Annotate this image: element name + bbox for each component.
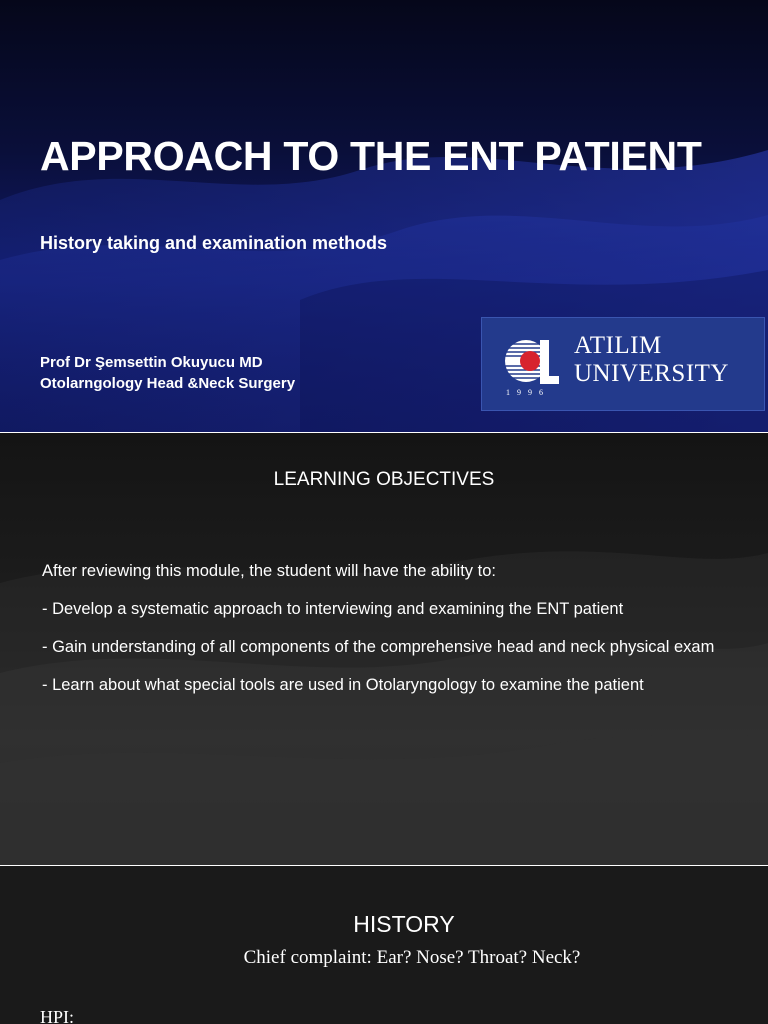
presentation-title: APPROACH TO THE ENT PATIENT bbox=[40, 133, 702, 179]
author-department: Otolarngology Head &Neck Surgery bbox=[40, 375, 296, 392]
objective-item: - Gain understanding of all components of the comprehensive head and neck physical exam bbox=[42, 638, 715, 656]
objective-item: - Learn about what special tools are used in Otolaryngology to examine the patient bbox=[42, 676, 644, 694]
chief-complaint: Chief complaint: Ear? Nose? Throat? Neck? bbox=[243, 947, 581, 968]
slide-heading: LEARNING OBJECTIVES bbox=[273, 469, 495, 490]
author-block bbox=[40, 352, 295, 394]
university-name-line-1: ATILIM bbox=[574, 332, 662, 359]
author-name: Prof Dr Şemsettin Okuyucu MD bbox=[40, 354, 263, 371]
history-slide bbox=[0, 866, 768, 1024]
slide-heading: HISTORY bbox=[353, 911, 455, 937]
hpi-label: HPI: bbox=[40, 1007, 75, 1024]
university-name-line-2: UNIVERSITY bbox=[574, 360, 729, 387]
founding-year: 1996 bbox=[506, 388, 550, 397]
university-name bbox=[574, 332, 729, 388]
objectives-body bbox=[42, 561, 722, 713]
objectives-intro: After reviewing this module, the student will have the ability to: bbox=[42, 562, 496, 580]
objective-item: - Develop a systematic approach to interviewing and examining the ENT patient bbox=[42, 600, 624, 618]
title-slide bbox=[0, 0, 768, 432]
university-logo bbox=[481, 317, 765, 411]
learning-objectives-slide bbox=[0, 433, 768, 865]
atilim-emblem-icon bbox=[504, 336, 564, 386]
presentation-subtitle: History taking and examination methods bbox=[40, 233, 388, 253]
